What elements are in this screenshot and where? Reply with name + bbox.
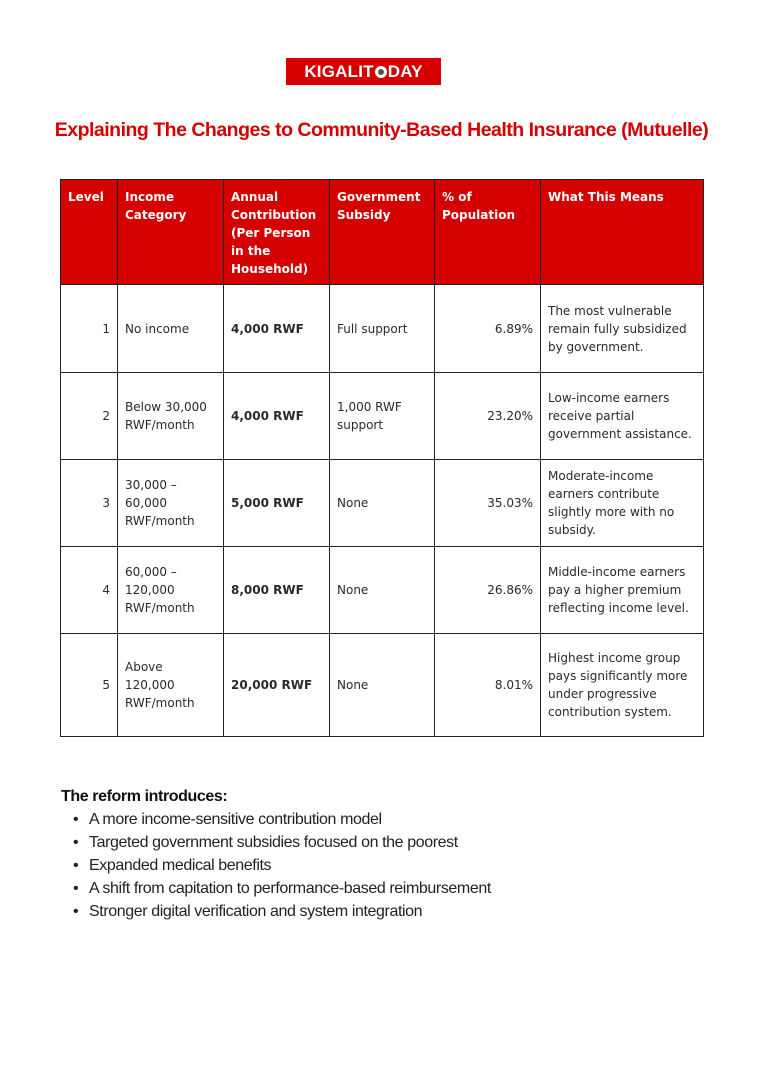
cell-percent-population: 8.01% bbox=[435, 634, 541, 737]
column-header-what-this-means: What This Means bbox=[541, 180, 704, 285]
cell-what-this-means: Highest income group pays significantly more under progressive contribution system. bbox=[541, 634, 704, 737]
table-header-row bbox=[61, 180, 704, 285]
cell-annual-contribution: 20,000 RWF bbox=[224, 634, 330, 737]
list-item-text: A shift from capitation to performance-based reimbursement bbox=[89, 880, 491, 897]
list-item bbox=[73, 808, 491, 831]
bullet-icon: • bbox=[73, 880, 79, 897]
cell-what-this-means: Moderate-income earners contribute slightly more with no subsidy. bbox=[541, 460, 704, 547]
list-item-text: Targeted government subsidies focused on the poorest bbox=[89, 834, 458, 851]
column-header-income-category: Income Category bbox=[118, 180, 224, 285]
cell-government-subsidy: 1,000 RWF support bbox=[330, 373, 435, 460]
cell-annual-contribution: 8,000 RWF bbox=[224, 547, 330, 634]
cell-government-subsidy: None bbox=[330, 460, 435, 547]
cell-percent-population: 23.20% bbox=[435, 373, 541, 460]
logo-text-left: KIGALIT bbox=[304, 61, 374, 81]
cell-annual-contribution: 4,000 RWF bbox=[224, 285, 330, 373]
table-row bbox=[61, 285, 704, 373]
bullet-icon: • bbox=[73, 811, 79, 828]
cell-government-subsidy: None bbox=[330, 547, 435, 634]
cell-level: 2 bbox=[61, 373, 118, 460]
bullet-icon: • bbox=[73, 834, 79, 851]
cell-income-category: Below 30,000 RWF/month bbox=[118, 373, 224, 460]
cell-annual-contribution: 5,000 RWF bbox=[224, 460, 330, 547]
cell-income-category: 30,000 – 60,000 RWF/month bbox=[118, 460, 224, 547]
logo-wordmark bbox=[304, 62, 422, 82]
table-row bbox=[61, 634, 704, 737]
cell-income-category: Above 120,000 RWF/month bbox=[118, 634, 224, 737]
cell-government-subsidy: Full support bbox=[330, 285, 435, 373]
list-item-text: A more income-sensitive contribution model bbox=[89, 811, 382, 828]
column-header-level: Level bbox=[61, 180, 118, 285]
cell-annual-contribution: 4,000 RWF bbox=[224, 373, 330, 460]
cell-income-category: 60,000 – 120,000 RWF/month bbox=[118, 547, 224, 634]
table-row bbox=[61, 460, 704, 547]
list-item bbox=[73, 877, 491, 900]
cell-percent-population: 6.89% bbox=[435, 285, 541, 373]
list-item bbox=[73, 831, 491, 854]
list-item bbox=[73, 854, 491, 877]
contribution-levels-table bbox=[60, 179, 704, 737]
cell-income-category: No income bbox=[118, 285, 224, 373]
table-row bbox=[61, 547, 704, 634]
cell-level: 5 bbox=[61, 634, 118, 737]
cell-level: 4 bbox=[61, 547, 118, 634]
cell-what-this-means: Low-income earners receive partial government assistance. bbox=[541, 373, 704, 460]
kigalitoday-logo bbox=[286, 58, 441, 85]
cell-government-subsidy: None bbox=[330, 634, 435, 737]
cell-what-this-means: The most vulnerable remain fully subsidized by government. bbox=[541, 285, 704, 373]
cell-percent-population: 35.03% bbox=[435, 460, 541, 547]
logo-eye-icon bbox=[375, 66, 387, 78]
bullet-icon: • bbox=[73, 903, 79, 920]
reform-list bbox=[61, 808, 491, 923]
bullet-icon: • bbox=[73, 857, 79, 874]
cell-level: 1 bbox=[61, 285, 118, 373]
reform-section bbox=[61, 788, 491, 923]
column-header-percent-population: % of Population bbox=[435, 180, 541, 285]
list-item-text: Stronger digital verification and system integration bbox=[89, 903, 423, 920]
column-header-annual-contribution: Annual Contribution (Per Person in the Household) bbox=[224, 180, 330, 285]
cell-what-this-means: Middle-income earners pay a higher premium reflecting income level. bbox=[541, 547, 704, 634]
logo-text-right: DAY bbox=[387, 61, 423, 81]
list-item-text: Expanded medical benefits bbox=[89, 857, 272, 874]
list-item bbox=[73, 900, 491, 923]
reform-heading: The reform introduces: bbox=[61, 788, 228, 805]
table-row bbox=[61, 373, 704, 460]
page-title: Explaining The Changes to Community-Based Health Insurance (Mutuelle) bbox=[54, 119, 709, 141]
cell-percent-population: 26.86% bbox=[435, 547, 541, 634]
cell-level: 3 bbox=[61, 460, 118, 547]
column-header-government-subsidy: Government Subsidy bbox=[330, 180, 435, 285]
